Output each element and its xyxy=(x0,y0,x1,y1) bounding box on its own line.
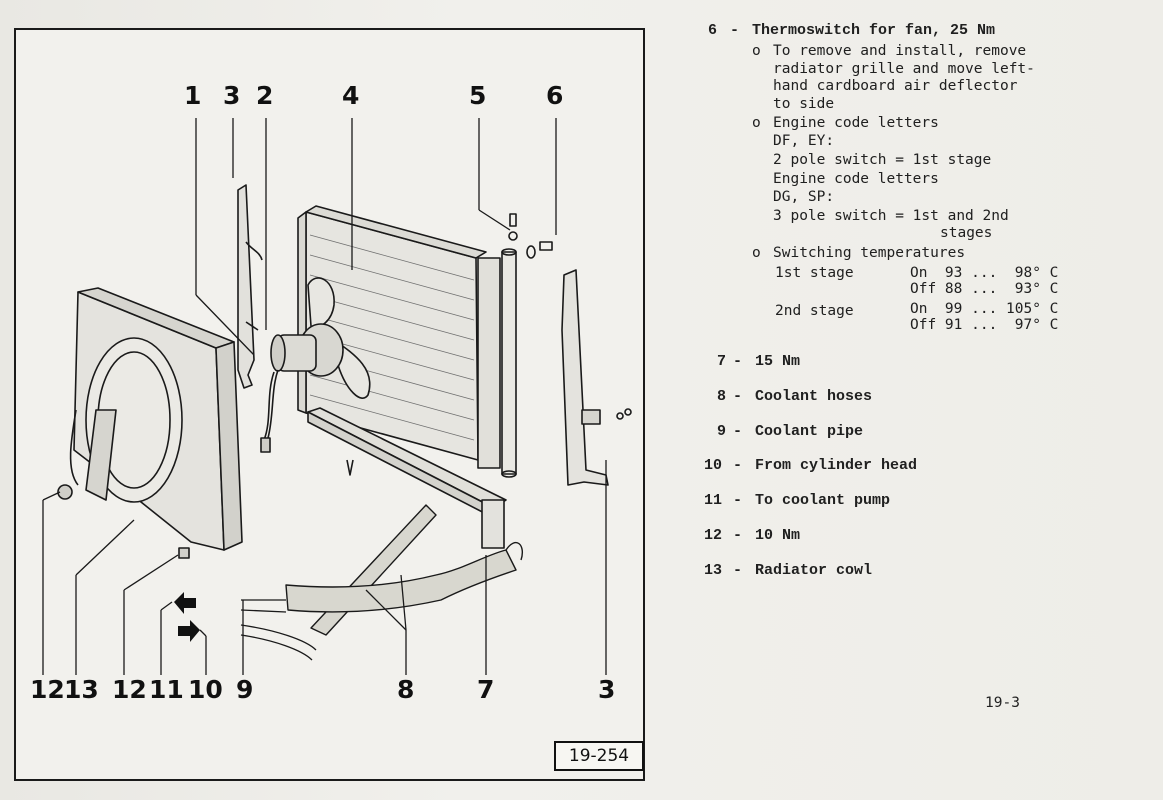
legend-number: 13 xyxy=(704,562,723,579)
stage1-label: 1st stage xyxy=(775,265,854,281)
flow-arrows xyxy=(174,592,200,642)
bullet2-line6: 3 pole switch = 1st and 2nd xyxy=(773,208,1009,224)
bullet1-line3: hand cardboard air deflector xyxy=(773,78,1018,94)
callout-4: 4 xyxy=(342,81,360,110)
legend-text: Radiator cowl xyxy=(755,562,873,579)
legend-text: From cylinder head xyxy=(755,457,918,474)
legend-item-6-title: Thermoswitch for fan, 25 Nm xyxy=(752,22,996,39)
legend-dash: - xyxy=(733,527,743,544)
bullet1-line2: radiator grille and move left- xyxy=(773,61,1035,77)
callout-13: 13 xyxy=(64,675,99,704)
bullet2-line5: DG, SP: xyxy=(773,189,835,205)
legend-text: Coolant hoses xyxy=(755,388,873,405)
callout-12-left: 12 xyxy=(30,675,65,704)
legend-number: 7 xyxy=(708,353,727,370)
legend-number: 9 xyxy=(708,423,727,440)
stage2-on: On 99 ... 105° C xyxy=(910,301,1059,317)
legend-dash: - xyxy=(733,492,743,509)
bullet1-line1: To remove and install, remove xyxy=(773,43,1027,59)
callout-1: 1 xyxy=(184,81,202,110)
bullet2-line4: Engine code letters xyxy=(773,171,939,187)
stage2-label: 2nd stage xyxy=(775,303,854,319)
stage1-off: Off 88 ... 93° C xyxy=(910,281,1059,297)
legend-number: 11 xyxy=(704,492,723,509)
callout-6: 6 xyxy=(546,81,564,110)
legend-item-6-number: 6 xyxy=(708,22,718,39)
switching-temps-title: Switching temperatures xyxy=(773,245,966,261)
legend-dash: - xyxy=(730,22,740,39)
bullet2-line3: 2 pole switch = 1st stage xyxy=(773,152,992,168)
callout-3-right: 3 xyxy=(598,675,616,704)
stage2-off: Off 91 ... 97° C xyxy=(910,317,1059,333)
bullet2-line7: stages xyxy=(940,225,993,241)
callout-9: 9 xyxy=(236,675,254,704)
legend-dash: - xyxy=(733,562,743,579)
stage1-on: On 93 ... 98° C xyxy=(910,265,1059,281)
radiator-cowl xyxy=(71,288,242,550)
callout-3-left: 3 xyxy=(223,81,241,110)
legend-text: 15 Nm xyxy=(755,353,801,370)
bullet-marker: o xyxy=(752,245,761,261)
legend-number: 12 xyxy=(704,527,723,544)
figure-id-box: 19-254 xyxy=(554,741,644,771)
bullet2-line2: DF, EY: xyxy=(773,133,835,149)
callout-12-mid: 12 xyxy=(112,675,147,704)
legend-text: Coolant pipe xyxy=(755,423,864,440)
legend-text: To coolant pump xyxy=(755,492,891,509)
exploded-diagram-frame xyxy=(14,28,645,781)
legend-dash: - xyxy=(733,457,743,474)
callout-8: 8 xyxy=(397,675,415,704)
legend-dash: - xyxy=(733,423,743,440)
legend-text: 10 Nm xyxy=(755,527,801,544)
callout-2: 2 xyxy=(256,81,274,110)
page-number: 19-3 xyxy=(985,695,1020,711)
callout-11: 11 xyxy=(149,675,184,704)
legend-number: 10 xyxy=(704,457,723,474)
side-air-deflector xyxy=(562,270,631,485)
legend-dash: - xyxy=(733,388,743,405)
bullet1-line4: to side xyxy=(773,96,835,112)
bullet2-line1: Engine code letters xyxy=(773,115,939,131)
radiator-exploded-drawing xyxy=(16,30,643,779)
fan-bracket xyxy=(238,185,262,388)
bullet-marker: o xyxy=(752,43,761,59)
callout-5: 5 xyxy=(469,81,487,110)
legend-dash: - xyxy=(733,353,743,370)
callout-10: 10 xyxy=(188,675,223,704)
callout-7: 7 xyxy=(477,675,495,704)
bullet-marker: o xyxy=(752,115,761,131)
legend-number: 8 xyxy=(708,388,727,405)
